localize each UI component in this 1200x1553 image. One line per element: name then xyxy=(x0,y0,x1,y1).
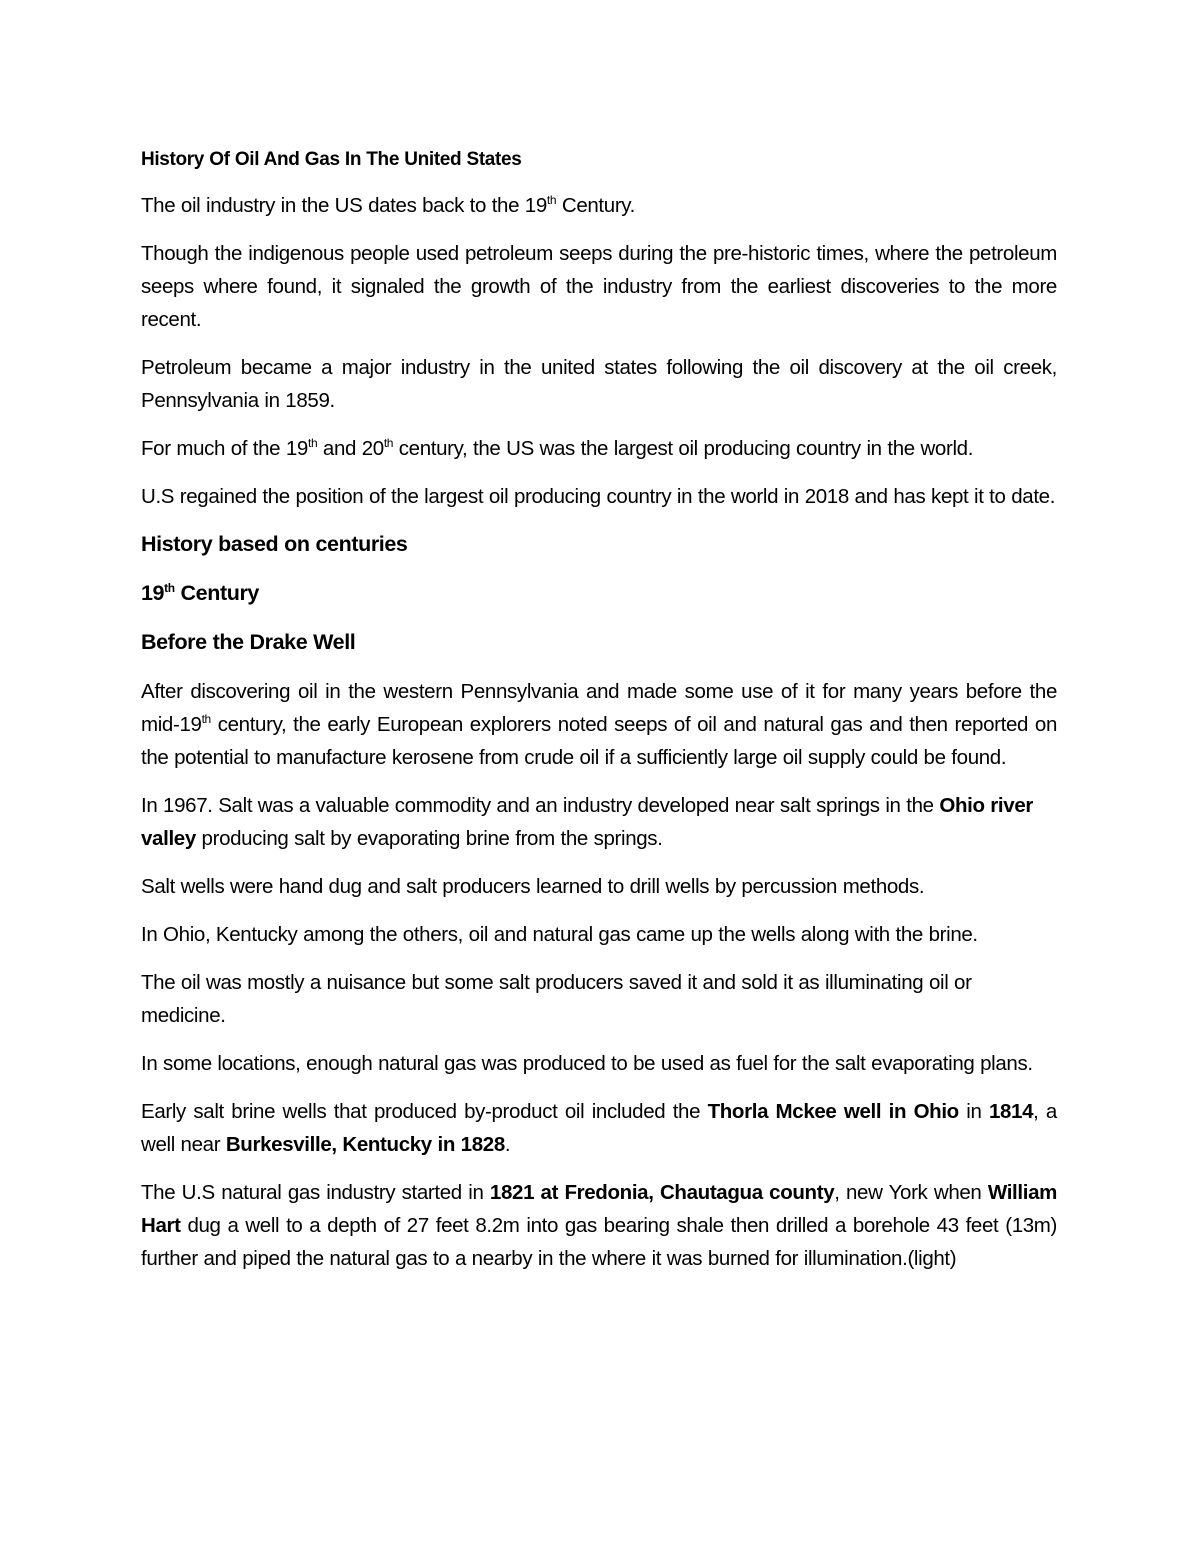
paragraph-6-text: After discovering oil in the western Pennsylvania and made some use of it for many years before the mid-19 xyxy=(141,680,1057,736)
bold-william-hart: William Hart xyxy=(141,1181,1058,1237)
paragraph-13-text: The U.S natural gas industry started in xyxy=(141,1181,490,1204)
superscript: th xyxy=(546,193,557,207)
bold-year-1814: 1814 xyxy=(988,1100,1034,1123)
paragraph-1-text: The oil industry in the US dates back to the 19 xyxy=(141,194,547,217)
paragraph-6 xyxy=(141,675,1057,774)
heading-19th-number: 19 xyxy=(141,581,165,605)
paragraph-1-text-end: Century. xyxy=(556,194,636,217)
paragraph-1 xyxy=(141,189,1057,222)
paragraph-12-text-mid2: , a well near xyxy=(141,1100,1057,1156)
paragraph-4-text: For much of the 19 xyxy=(141,437,308,460)
paragraph-7-text-end: producing salt by evaporating brine from the springs. xyxy=(195,827,663,850)
paragraph-13 xyxy=(141,1176,1057,1275)
paragraph-2: Though the indigenous people used petroleum seeps during the pre-historic times, where the petroleum seeps where found, it signaled the growth of the industry from the earliest discoveries to the more recent. xyxy=(141,242,1057,331)
paragraph-12 xyxy=(141,1095,1057,1161)
paragraph-13-text-mid: , new York when xyxy=(834,1181,988,1204)
paragraph-10: The oil was mostly a nuisance but some salt producers saved it and sold it as illuminating oil or medicine. xyxy=(141,971,972,1027)
bold-thorla-mckee-well: Thorla Mckee well in Ohio xyxy=(707,1100,959,1123)
superscript: th xyxy=(307,436,318,450)
bold-fredonia-chautagua: 1821 at Fredonia, Chautagua county xyxy=(489,1181,835,1204)
superscript: th xyxy=(201,712,211,726)
paragraph-4-text-mid: and 20 xyxy=(317,437,384,460)
paragraph-7 xyxy=(141,789,1057,855)
paragraph-9: In Ohio, Kentucky among the others, oil and natural gas came up the wells along with the brine. xyxy=(141,923,978,946)
paragraph-12-text-end: . xyxy=(504,1133,511,1156)
paragraph-8: Salt wells were hand dug and salt producers learned to drill wells by percussion methods. xyxy=(141,875,925,898)
paragraph-13-text-end: dug a well to a depth of 27 feet 8.2m into gas bearing shale then drilled a borehole 43 feet (13m) further and piped the natural gas to a nearby in the where it was burned for illumination.(light) xyxy=(141,1214,1057,1270)
paragraph-12-text-mid: in xyxy=(958,1100,989,1123)
superscript: th xyxy=(383,436,394,450)
paragraph-5: U.S regained the position of the largest oil producing country in the world in 2018 and has kept it to date. xyxy=(141,485,1056,508)
paragraph-4-text-end: century, the US was the largest oil producing country in the world. xyxy=(393,437,974,460)
bold-burkesville-kentucky: Burkesville, Kentucky in 1828 xyxy=(225,1133,505,1156)
heading-19th-century xyxy=(141,577,1057,610)
paragraph-11: In some locations, enough natural gas was produced to be used as fuel for the salt evaporating plans. xyxy=(141,1052,1033,1075)
heading-before-drake-well: Before the Drake Well xyxy=(141,630,356,654)
heading-history-centuries: History based on centuries xyxy=(141,532,408,556)
paragraph-7-text: In 1967. Salt was a valuable commodity and an industry developed near salt springs in the xyxy=(141,794,940,817)
paragraph-4 xyxy=(141,432,1057,465)
paragraph-12-text: Early salt brine wells that produced by-product oil included the xyxy=(141,1100,708,1123)
heading-19th-text: Century xyxy=(174,581,259,605)
document-title: History Of Oil And Gas In The United States xyxy=(141,149,522,170)
bold-ohio-river-valley: Ohio river valley xyxy=(141,794,1033,850)
superscript: th xyxy=(164,581,175,595)
paragraph-3: Petroleum became a major industry in the united states following the oil discovery at the oil creek, Pennsylvania in 1859. xyxy=(141,356,1057,412)
paragraph-6-text-end: century, the early European explorers noted seeps of oil and natural gas and then reported on the potential to manufacture kerosene from crude oil if a sufficiently large oil supply could be found. xyxy=(141,713,1057,769)
